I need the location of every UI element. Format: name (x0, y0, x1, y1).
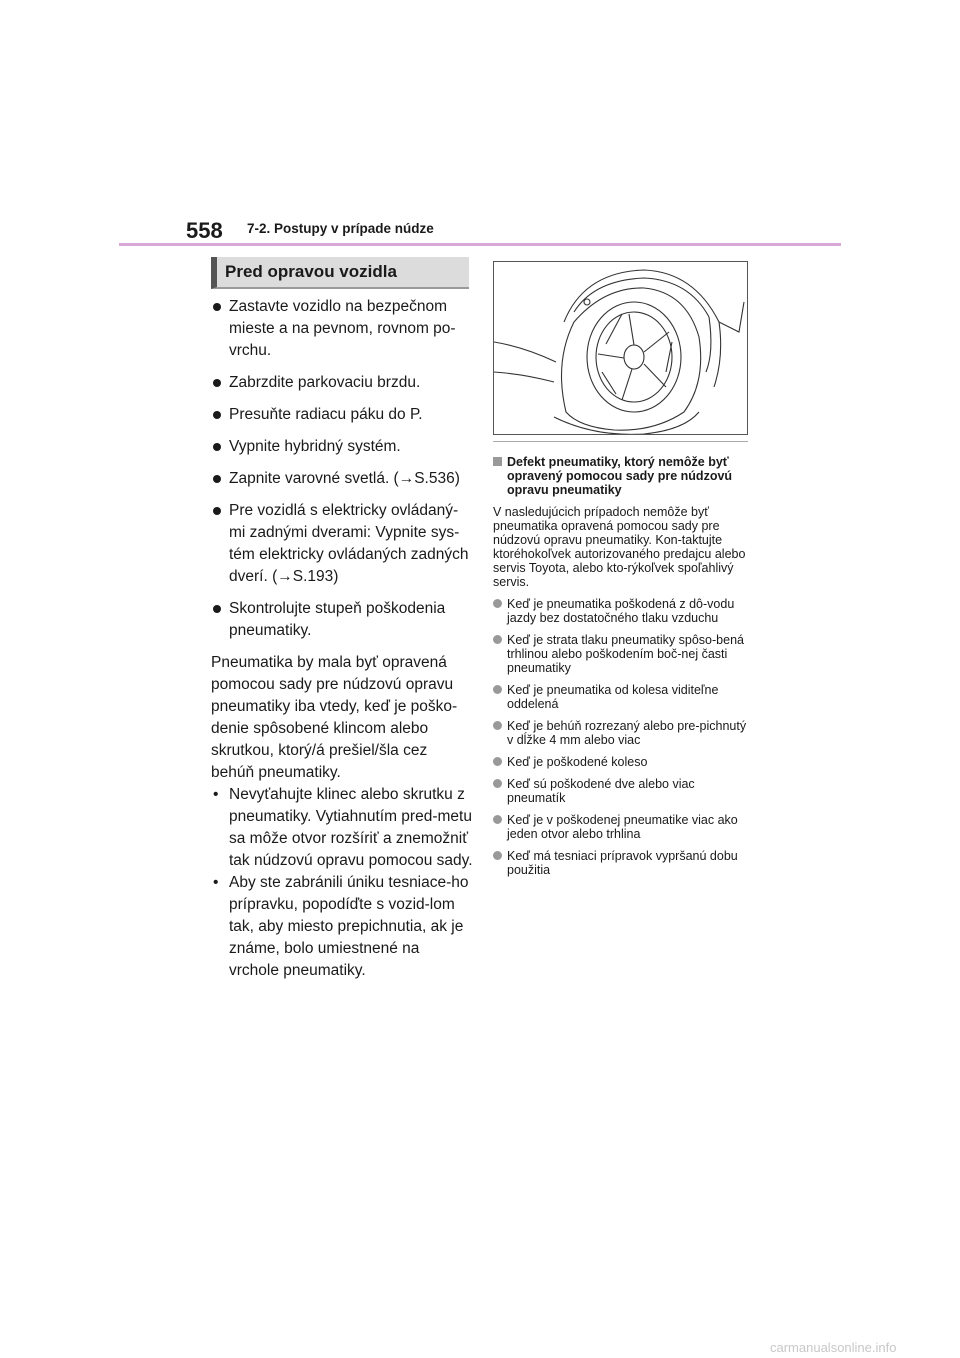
watermark[interactable]: carmanualsonline.info (770, 1340, 897, 1355)
body-paragraph: Pneumatika by mala byť opravená pomocou sady pre núdzovú opravu pneumatiky iba vtedy, keď je poško-denie spôsobené klincom alebo skrutkou, ktorý/á prešiel/šla cez behúň pneumatiky. (211, 654, 458, 781)
section-title: 7-2. Postupy v prípade núdze (247, 221, 434, 236)
bullet-item: Pre vozidlá s elektricky ovládaný-mi zadnými dverami: Vypnite sys-tém elektricky ovládaných zadných dverí. (→S.193) (211, 500, 473, 588)
right-paragraph: V nasledujúcich prípadoch nemôže byť pneumatika opravená pomocou sady pre núdzovú opravu pneumatiky. Kon-taktujte ktoréhokoľvek autorizovaného predajcu alebo servis Toyota, alebo kto-rýkoľvek spoľahlivý servis. (493, 505, 746, 589)
header-rule (119, 243, 841, 246)
right-bullet: Keď je v poškodenej pneumatike viac ako jeden otvor alebo trhlina (493, 813, 751, 841)
figure-rule (493, 441, 748, 442)
bullet-item: Zapnite varovné svetlá. (→S.536) (211, 468, 473, 490)
sub-item: • Nevyťahujte klinec alebo skrutku z pneumatiky. Vytiahnutím pred-metu sa môže otvor rozšíriť a znemožniť tak núdzovú opravu pomocou sady. (211, 784, 473, 872)
right-column (493, 455, 751, 885)
tire-illustration (493, 261, 748, 435)
flat-tire-drawing (494, 262, 747, 434)
right-bullet: Keď je behúň rozrezaný alebo pre-pichnutý v dĺžke 4 mm alebo viac (493, 719, 751, 747)
sub-item: • Aby ste zabránili úniku tesniace-ho prípravku, popodíďte s vozid-lom tak, aby miesto prepichnutia, ak je známe, bolo umiestnené na vrchole pneumatiky. (211, 872, 473, 982)
page-number: 558 (186, 218, 223, 243)
bullet-item: Zastavte vozidlo na bezpečnom mieste a na pevnom, rovnom po-vrchu. (211, 296, 473, 362)
bullet-item: Vypnite hybridný systém. (211, 436, 473, 458)
right-bullet: Keď je pneumatika od kolesa viditeľne oddelená (493, 683, 751, 711)
right-bullet: Keď je strata tlaku pneumatiky spôso-bená trhlinou alebo poškodením boč-nej časti pneumatiky (493, 633, 751, 675)
bullet-item: Zabrzdite parkovaciu brzdu. (211, 372, 473, 394)
left-column (211, 296, 473, 982)
left-heading: Pred opravou vozidla (225, 262, 397, 281)
right-bullet: Keď je poškodené koleso (493, 755, 751, 769)
right-bullet: Keď sú poškodené dve alebo viac pneumatík (493, 777, 751, 805)
right-bullet: Keď je pneumatika poškodená z dô-vodu jazdy bez dostatočného tlaku vzduchu (493, 597, 751, 625)
bullet-item: Presuňte radiacu páku do P. (211, 404, 473, 426)
right-heading: Defekt pneumatiky, ktorý nemôže byť opravený pomocou sady pre núdzovú opravu pneumatiky (493, 455, 751, 497)
bullet-item: Skontrolujte stupeň poškodenia pneumatiky. (211, 598, 473, 642)
left-heading-box (211, 257, 469, 289)
right-bullet: Keď má tesniaci prípravok vypršanú dobu použitia (493, 849, 751, 877)
